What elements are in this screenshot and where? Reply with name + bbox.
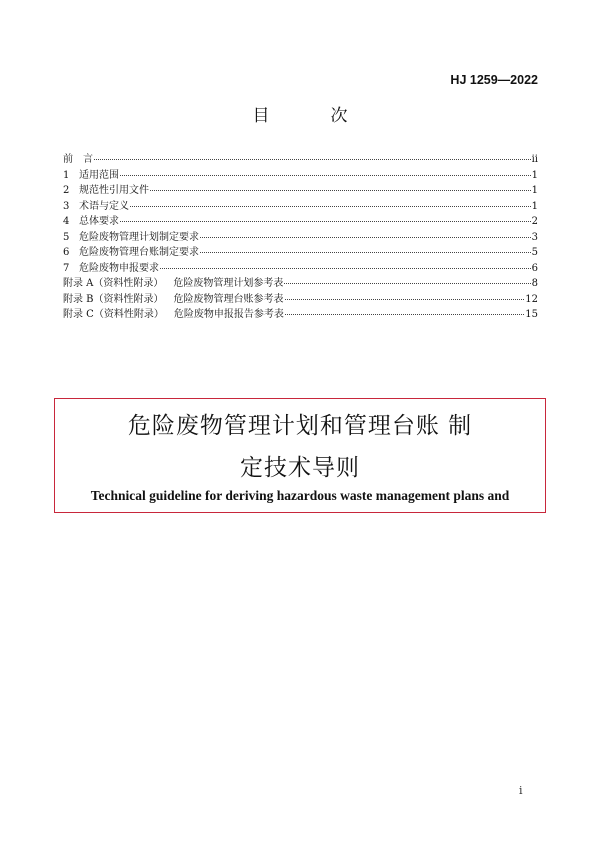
page-number: i xyxy=(519,784,523,797)
toc-title: 目 次 xyxy=(252,106,370,126)
toc-appendix-id: 附录 A（资料性附录） xyxy=(63,278,164,289)
toc-entry-number: 7 xyxy=(63,262,70,274)
toc-entry-page: 2 xyxy=(531,216,538,227)
standard-code: HJ 1259—2022 xyxy=(450,73,538,87)
toc-leader-dots xyxy=(94,159,531,160)
toc-entry-number: 2 xyxy=(63,185,70,196)
toc-entry-label: 危险废物管理台账参考表 xyxy=(173,293,284,305)
toc-leader-dots xyxy=(285,314,524,315)
toc-entry-4[interactable] xyxy=(63,214,538,230)
toc-entry-page: 5 xyxy=(531,247,538,258)
toc-entry-page: 1 xyxy=(531,185,538,196)
toc-leader-dots xyxy=(120,175,531,176)
toc-entry-page: 15 xyxy=(525,309,538,320)
toc-leader-dots xyxy=(284,283,530,284)
toc-appendix-c[interactable] xyxy=(63,307,538,323)
toc-entry-number: 1 xyxy=(63,169,70,181)
toc-leader-dots xyxy=(200,252,531,253)
english-title: Technical guideline for deriving hazardous waste management plans and xyxy=(90,488,510,503)
toc-leader-dots xyxy=(285,299,525,300)
toc-entry-2[interactable] xyxy=(63,183,538,199)
toc-appendix-id: 附录 C（资料性附录） xyxy=(63,309,164,320)
toc-entry-label: 适用范围 xyxy=(79,169,119,181)
toc-entry-7[interactable] xyxy=(63,261,538,277)
toc-entry-3[interactable] xyxy=(63,199,538,215)
toc-entry-label: 危险废物申报报告参考表 xyxy=(173,309,284,320)
toc-entry-number: 5 xyxy=(63,231,70,243)
toc-entry-page: 1 xyxy=(531,169,538,181)
toc-entry-page: ii xyxy=(531,154,538,165)
toc-appendix-b[interactable] xyxy=(63,292,538,308)
toc-entry-label: 危险废物申报要求 xyxy=(79,262,159,274)
toc-entry-number: 6 xyxy=(63,247,70,258)
toc-entry-number: 4 xyxy=(63,216,70,227)
toc-entry-label: 术语与定义 xyxy=(79,200,129,212)
chinese-title-line-2: 定技术导则 xyxy=(240,455,360,481)
toc-appendix-a[interactable] xyxy=(63,276,538,292)
toc-entry-page: 1 xyxy=(531,200,538,212)
toc-entry-label: 规范性引用文件 xyxy=(79,185,149,196)
toc-leader-dots xyxy=(200,237,531,238)
toc-entry-page: 8 xyxy=(531,278,538,289)
toc-leader-dots xyxy=(130,206,531,207)
table-of-contents xyxy=(63,152,538,323)
toc-leader-dots xyxy=(160,268,531,269)
toc-appendix-id: 附录 B（资料性附录） xyxy=(63,293,164,305)
toc-entry-5[interactable] xyxy=(63,230,538,246)
toc-entry-label: 危险废物管理计划参考表 xyxy=(173,278,284,289)
toc-entry-number: 3 xyxy=(63,200,70,212)
toc-entry-page: 12 xyxy=(525,293,538,305)
toc-entry-1[interactable] xyxy=(63,168,538,184)
toc-entry-label: 危险废物管理台账制定要求 xyxy=(79,247,199,258)
toc-entry-6[interactable] xyxy=(63,245,538,261)
toc-entry-label: 危险废物管理计划制定要求 xyxy=(79,231,199,243)
document-title-box xyxy=(54,398,546,513)
chinese-title-line-1: 危险废物管理计划和管理台账 制 xyxy=(127,413,473,439)
toc-leader-dots xyxy=(150,190,531,191)
toc-entry-label: 前 言 xyxy=(63,154,93,165)
toc-entry-foreword[interactable] xyxy=(63,152,538,168)
toc-leader-dots xyxy=(120,221,531,222)
toc-entry-page: 6 xyxy=(531,262,538,274)
toc-entry-page: 3 xyxy=(531,231,538,243)
toc-entry-label: 总体要求 xyxy=(79,216,119,227)
